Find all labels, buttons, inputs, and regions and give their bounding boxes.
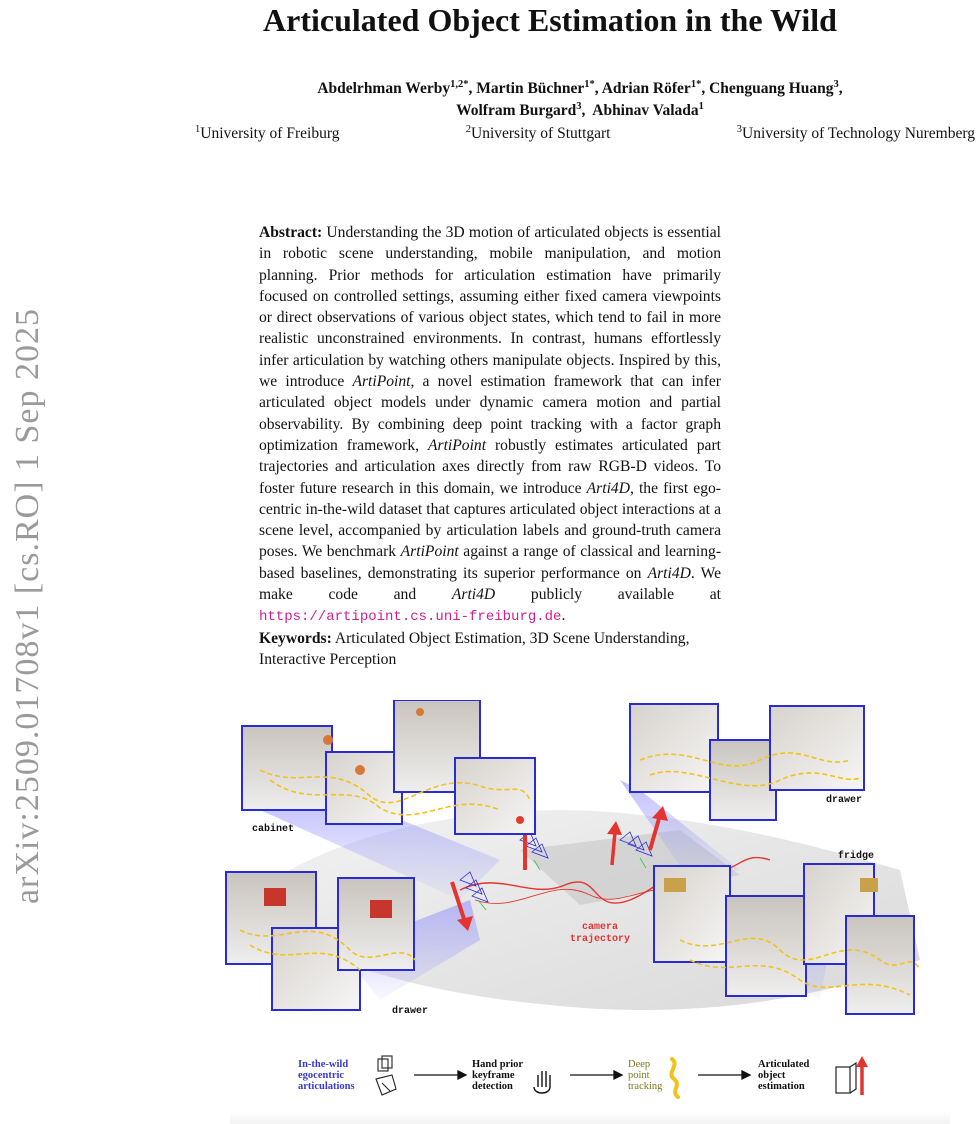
pipeline-step-line: Deep — [628, 1059, 651, 1070]
pipeline-arrow — [414, 1071, 466, 1079]
keywords-text: Articulated Object Estimation, 3D Scene Understanding, Interactive Perception — [259, 630, 690, 668]
caption-cutoff — [230, 1112, 950, 1124]
abstract-end: . — [561, 607, 566, 625]
author-affil-sup: 3 — [576, 100, 582, 112]
author-name: Abhinav Valada — [592, 102, 699, 119]
affiliation — [195, 125, 339, 143]
video-frames-icon — [376, 1056, 396, 1095]
author-name: Martin Büchner — [476, 80, 585, 97]
pipeline-arrow — [698, 1071, 750, 1079]
arxiv-identifier-text: arXiv:2509.01708v1 [cs.RO] 1 Sep 2025 — [9, 307, 46, 905]
method-pipeline — [290, 1053, 920, 1103]
camera-label-line: camera — [581, 922, 618, 933]
video-frame — [630, 704, 718, 792]
camera-label-line: trajectory — [569, 934, 630, 945]
dataset-name: Arti4D — [451, 586, 496, 604]
author-affil-sup: 3 — [833, 78, 839, 90]
video-frame — [710, 740, 776, 820]
label-drawer-top: drawer — [826, 795, 863, 806]
method-name: ArtiPoint — [428, 436, 487, 454]
abstract-label: Abstract: — [259, 224, 323, 241]
hand-icon — [534, 1071, 550, 1093]
method-name: ArtiPoint — [352, 373, 411, 391]
pipeline-step-line: object — [758, 1070, 786, 1081]
pipeline-step-input — [298, 1059, 355, 1092]
abstract-text: robustly estimates articulated part trajectories and articulation axes directly from raw RGB-D videos. To foster future research in this domain, we introduce — [259, 436, 721, 497]
author-name: Abdelrhman Werby — [317, 80, 451, 97]
pipeline-step-line: In-the-wild — [298, 1059, 349, 1070]
abstract-text: Understanding the 3D motion of articulated objects is essential in robotic scene understanding, mobile manipulation, and motion planning. Prior methods for articulation estimation have primarily focused on controlled settings, assuming either fixed camera viewpoints or direct observations of various object states, which tend to fail in more realistic unconstrained environments. In contrast, humans effortlessly infer articulation by watching others manipulate objects. Inspired by this, we introduce — [259, 224, 721, 391]
author-name: Chenguang Huang — [709, 80, 834, 97]
keywords-label: Keywords: — [259, 630, 332, 647]
pipeline-step-line: estimation — [758, 1081, 805, 1092]
abstract-text: . We make code and — [259, 564, 721, 604]
pipeline-step-line: keyframe — [472, 1070, 515, 1081]
abstract — [259, 222, 721, 629]
author-list: Abdelrhman Werby$^{1,2*}$, Martin Büchner$^{1*}$, Adrian Röfer$^{1*}$, Chenguang Huang$^3$, Wolfram Burgard$^3$, Abhinav Valada$^1$ — [317, 78, 843, 119]
pipeline-step-line: articulations — [298, 1081, 355, 1092]
pipeline-step-line: Articulated — [758, 1059, 810, 1070]
camera-trajectory-label — [564, 922, 636, 946]
affiliation-sup: 3 — [736, 123, 743, 135]
pipeline-step-tracking — [628, 1059, 662, 1092]
pipeline-step-line: egocentric — [298, 1070, 345, 1081]
articulated-object-icon — [836, 1056, 868, 1095]
pipeline-step-line: detection — [472, 1081, 513, 1092]
point-track-icon — [671, 1059, 678, 1097]
paper-title: Articulated Object Estimation in the Wild — [263, 2, 837, 38]
dataset-name: Arti4D — [647, 564, 691, 582]
label-fridge: fridge — [838, 851, 875, 862]
pipeline-step-estimation — [758, 1059, 809, 1092]
affiliation-sup: 2 — [465, 123, 471, 135]
affiliation — [466, 125, 611, 143]
pipeline-step-line: point — [628, 1070, 650, 1081]
video-frame — [242, 726, 332, 810]
author-affil-sup: 1 — [698, 100, 704, 112]
affiliation — [737, 125, 975, 143]
teaser-figure — [220, 700, 960, 1110]
pipeline-arrow — [570, 1071, 622, 1079]
author-name: Wolfram Burgard — [456, 102, 577, 119]
abstract-text: , the first ego-centric in-the-wild dataset that captures articulated object interactions at a scene level, accompanied by articulation labels and ground-truth camera poses. We benchmark — [259, 479, 721, 561]
pipeline-step-keyframe — [472, 1059, 523, 1092]
label-cabinet: cabinet — [252, 824, 295, 835]
affiliation-name: University of Technology Nuremberg — [742, 125, 975, 142]
author-affil-sup: 1* — [584, 78, 595, 90]
pipeline-graphics — [290, 1053, 920, 1103]
video-frame — [726, 896, 806, 996]
label-drawer-bottom: drawer — [392, 1006, 429, 1017]
pipeline-step-line: Hand prior — [472, 1059, 524, 1070]
author-name: Adrian Röfer — [601, 80, 691, 97]
affiliation-name: University of Freiburg — [200, 125, 340, 142]
affiliation-name: University of Stuttgart — [471, 125, 611, 142]
affiliation-sup: 1 — [195, 123, 201, 135]
affiliation-list — [195, 125, 975, 143]
abstract-text: against a range of classical and learning-based baselines, demonstrating its superior performance on — [259, 543, 722, 582]
abstract-text: , a novel estimation framework that can infer articulated object models under dynamic camera motion and partial observability. By combining deep point tracking with a factor graph optimization framework, — [259, 373, 721, 454]
video-frame — [846, 916, 914, 1014]
author-affil-sup: 1* — [690, 78, 702, 90]
keywords — [259, 628, 721, 670]
abstract-text: publicly available at — [530, 586, 721, 604]
teaser-scene-illustration — [220, 700, 960, 1050]
dataset-name: Arti4D — [586, 479, 630, 497]
method-name: ArtiPoint — [400, 543, 459, 561]
project-url-link[interactable]: https://artipoint.cs.uni-freiburg.de — [259, 609, 562, 626]
pipeline-step-line: tracking — [628, 1081, 663, 1092]
video-frame — [770, 706, 864, 790]
arxiv-identifier — [0, 286, 56, 926]
author-affil-sup: 1,2* — [450, 78, 469, 90]
